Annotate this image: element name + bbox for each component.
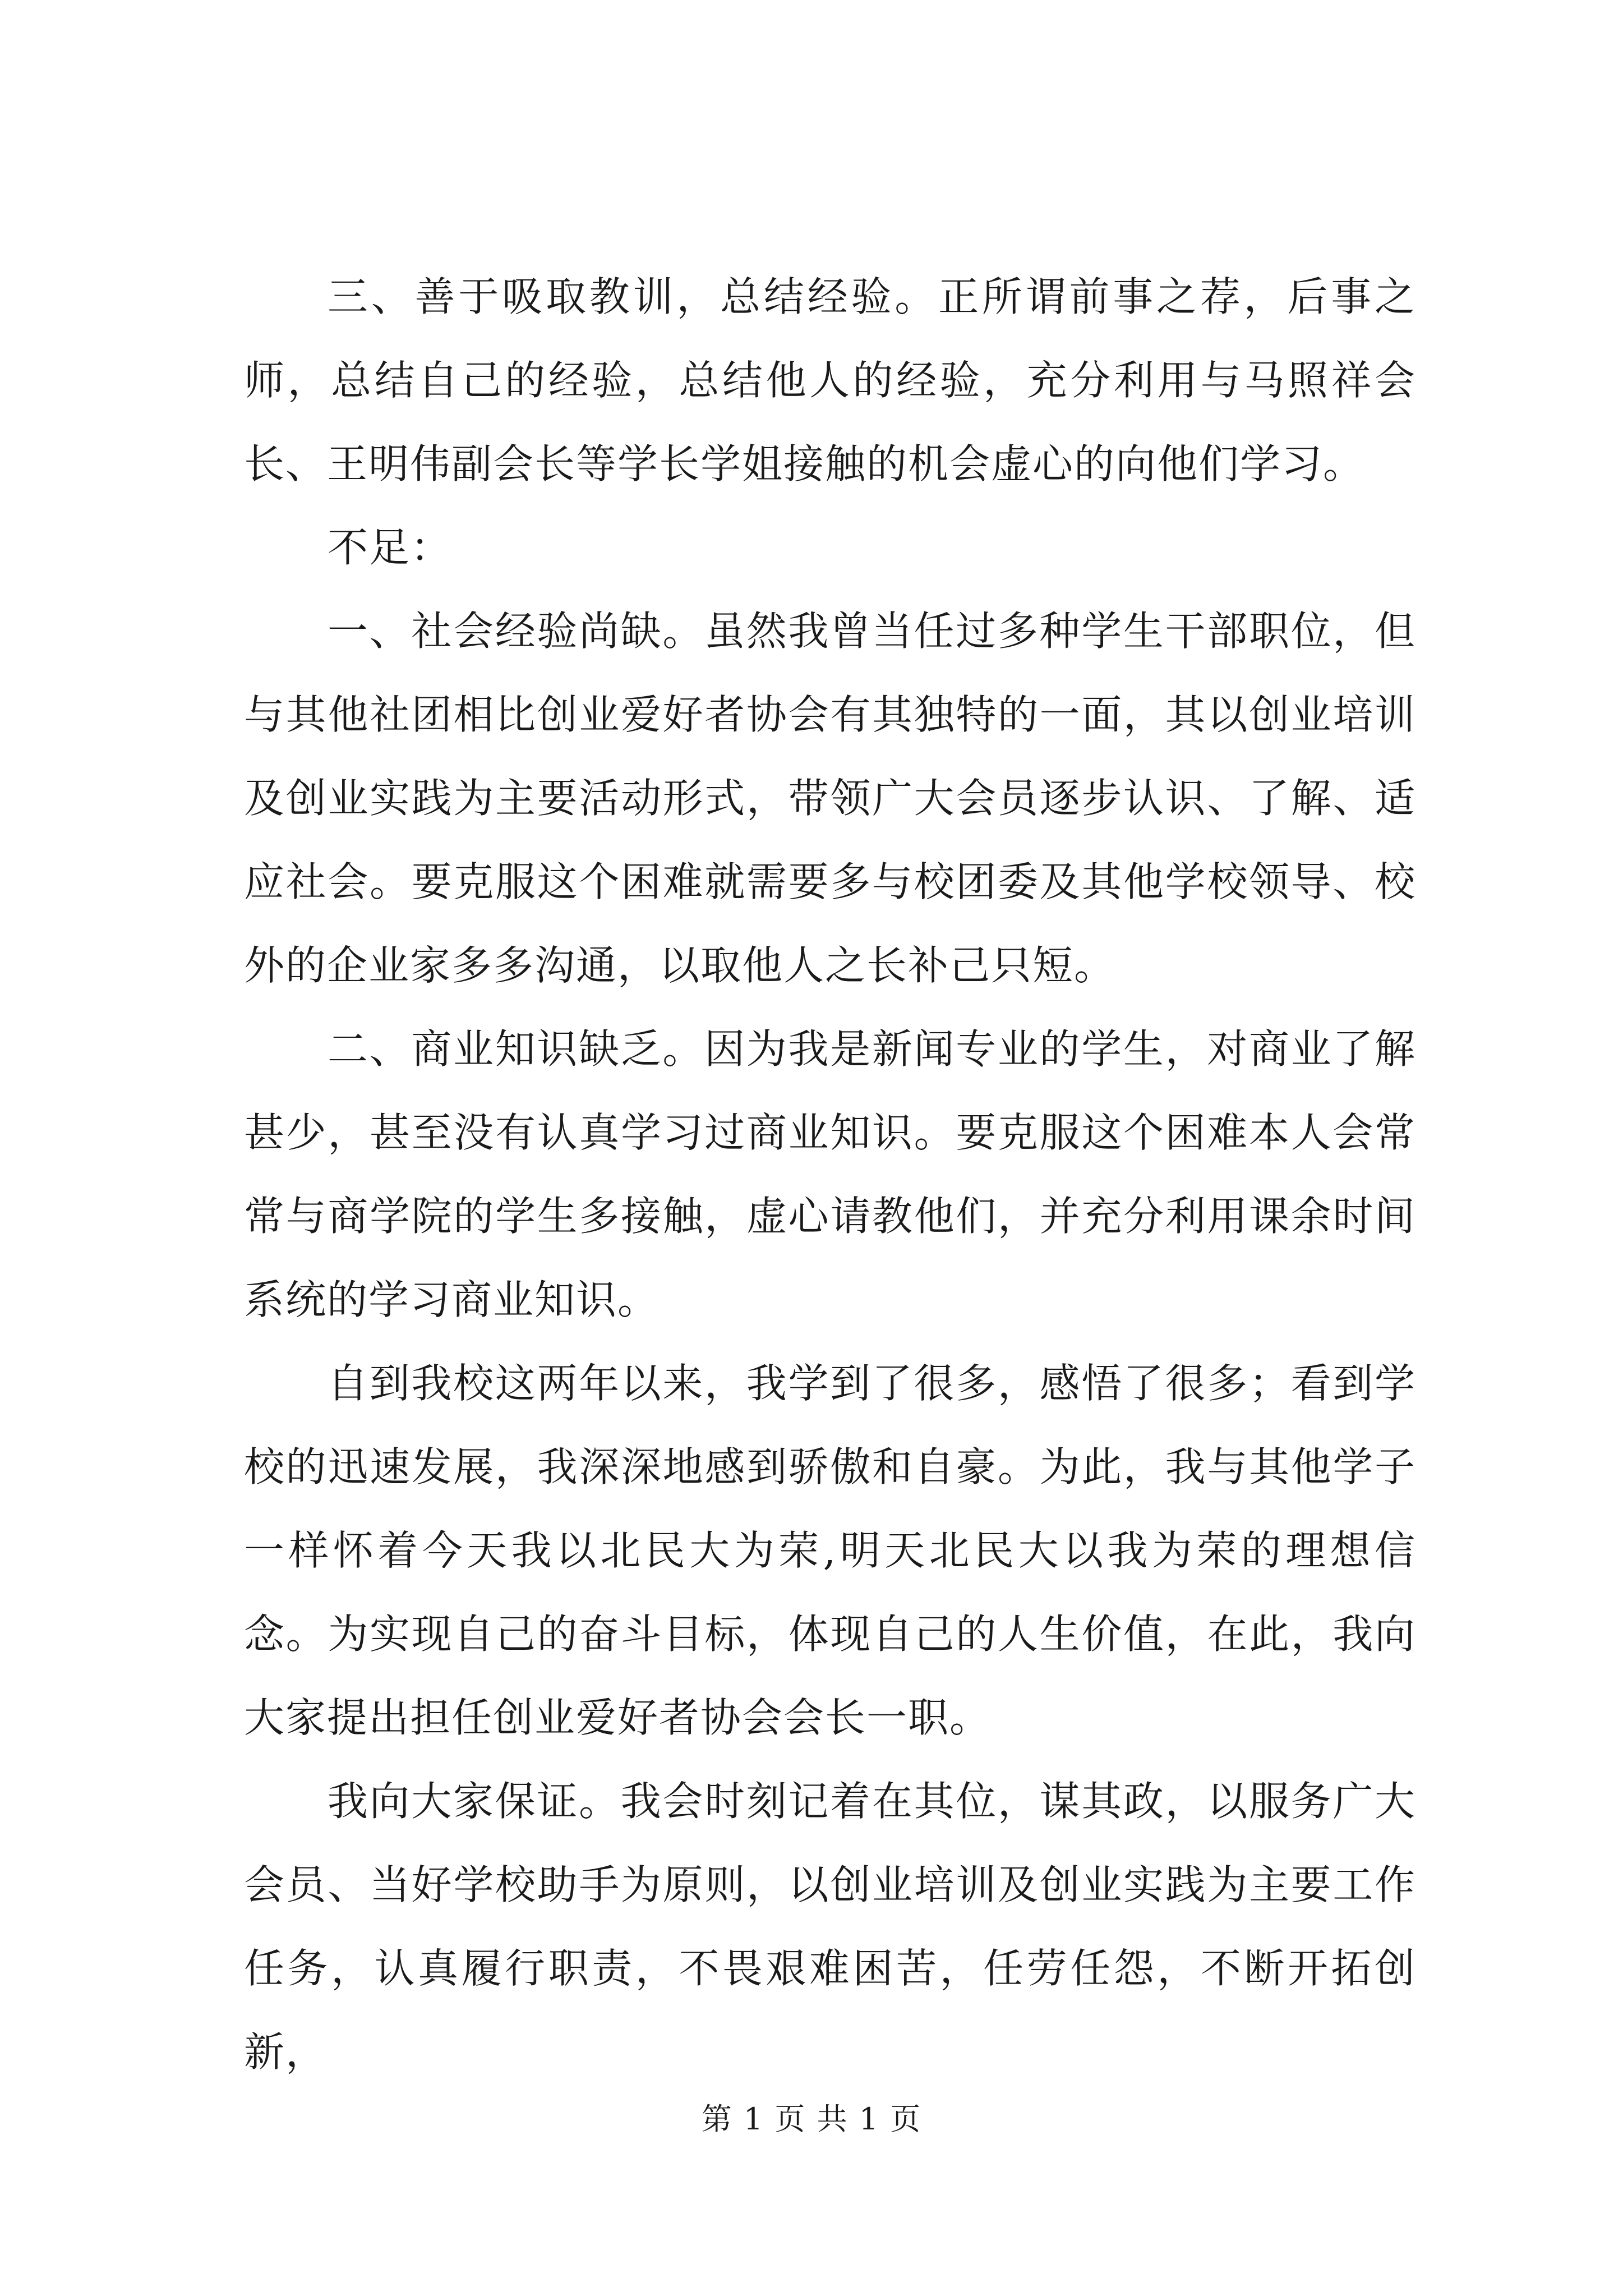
paragraph-business-knowledge: 二、商业知识缺乏。因为我是新闻专业的学生，对商业了解甚少，甚至没有认真学习过商业知识。要克服这个困难本人会常常与商学院的学生多接触，虚心请教他们，并充分利用课余时间系统的学习商业知识。 (244, 1025, 1416, 1323)
paragraph-school-experience: 自到我校这两年以来，我学到了很多，感悟了很多；看到学校的迅速发展，我深深地感到骄傲和自豪。为此，我与其他学子一样怀着今天我以北民大为荣,明天北民大以我为荣的理想信念。为实现自己的奋斗目标，体现自己的人生价值，在此，我向大家提出担任创业爱好者协会会长一职。 (244, 1360, 1416, 1741)
paragraph-shortcomings-heading: 不足： (328, 524, 453, 571)
document-body (244, 255, 1416, 2094)
paragraph-lessons: 三、善于吸取教训，总结经验。正所谓前事之荐，后事之师，总结自己的经验，总结他人的经验，充分利用与马照祥会长、王明伟副会长等学长学姐接触的机会虚心的向他们学习。 (244, 273, 1416, 487)
paragraph-pledge: 我向大家保证。我会时刻记着在其位，谋其政，以服务广大会员、当好学校助手为原则，以创业培训及创业实践为主要工作任务，认真履行职责，不畏艰难困苦，任劳任怨，不断开拓创新， (244, 1778, 1416, 2076)
paragraph-social-experience: 一、社会经验尚缺。虽然我曾当任过多种学生干部职位，但与其他社团相比创业爱好者协会有其独特的一面，其以创业培训及创业实践为主要活动形式，带领广大会员逐步认识、了解、适应社会。要克服这个困难就需要多与校团委及其他学校领导、校外的企业家多多沟通，以取他人之长补己只短。 (244, 608, 1416, 989)
page-footer: 第 1 页 共 1 页 (701, 2101, 922, 2137)
